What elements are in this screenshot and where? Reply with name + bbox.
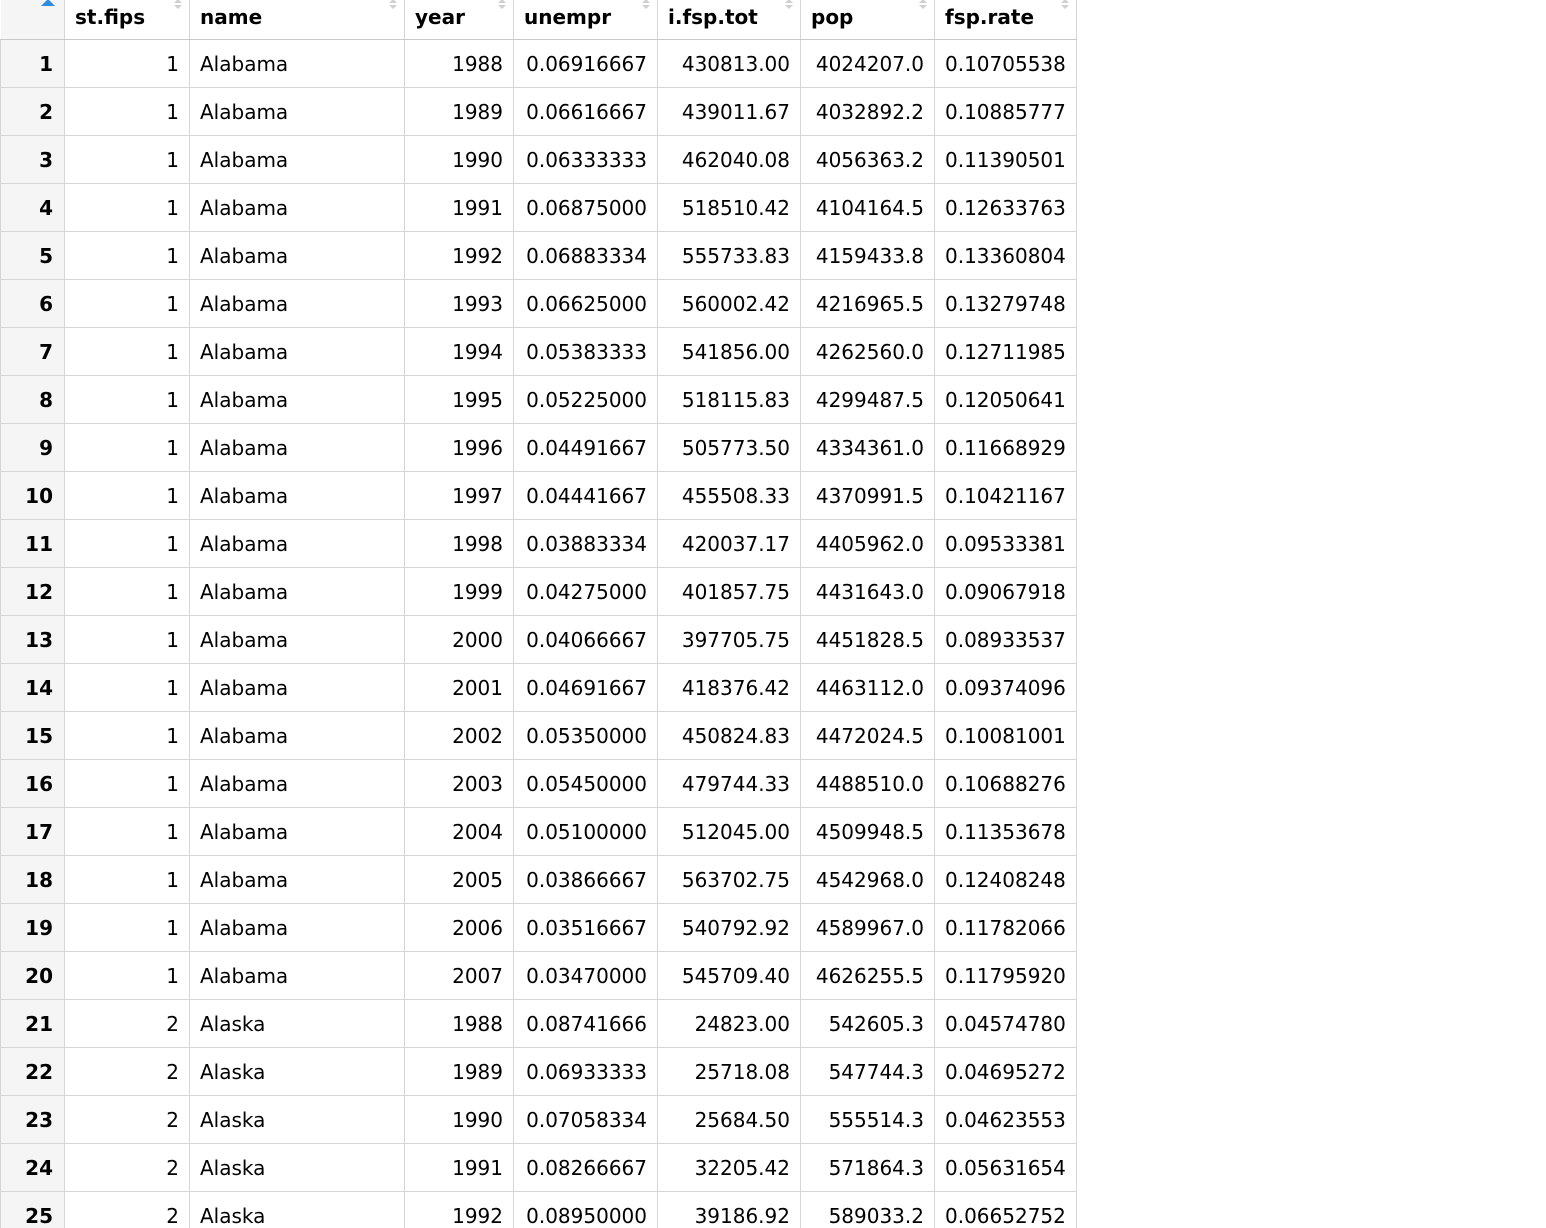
cell-name[interactable]: Alaska [190, 1192, 405, 1228]
cell-unempr[interactable]: 0.05100000 [514, 808, 658, 856]
row-number[interactable]: 15 [1, 712, 65, 760]
cell-unempr[interactable]: 0.08741666 [514, 1000, 658, 1048]
row-number[interactable]: 24 [1, 1144, 65, 1192]
cell-i-fsp-tot[interactable]: 518115.83 [658, 376, 801, 424]
cell-pop[interactable]: 4463112.0 [801, 664, 935, 712]
cell-name[interactable]: Alabama [190, 520, 405, 568]
cell-i-fsp-tot[interactable]: 439011.67 [658, 88, 801, 136]
sort-arrows-icon[interactable] [173, 0, 183, 11]
cell-st-fips[interactable]: 1 [65, 856, 190, 904]
cell-i-fsp-tot[interactable]: 505773.50 [658, 424, 801, 472]
table-row[interactable] [1, 952, 1077, 1000]
cell-pop[interactable]: 571864.3 [801, 1144, 935, 1192]
row-number[interactable]: 16 [1, 760, 65, 808]
cell-name[interactable]: Alabama [190, 616, 405, 664]
cell-name[interactable]: Alabama [190, 328, 405, 376]
cell-st-fips[interactable]: 2 [65, 1144, 190, 1192]
cell-fsp-rate[interactable]: 0.12633763 [935, 184, 1077, 232]
row-names-header[interactable] [1, 0, 65, 40]
cell-fsp-rate[interactable]: 0.08933537 [935, 616, 1077, 664]
cell-name[interactable]: Alabama [190, 952, 405, 1000]
cell-name[interactable]: Alabama [190, 40, 405, 88]
row-number[interactable]: 8 [1, 376, 65, 424]
row-number[interactable]: 5 [1, 232, 65, 280]
cell-pop[interactable]: 4451828.5 [801, 616, 935, 664]
cell-year[interactable]: 2007 [405, 952, 514, 1000]
column-header-label: i.fsp.tot [668, 5, 758, 29]
cell-unempr[interactable]: 0.05450000 [514, 760, 658, 808]
cell-st-fips[interactable]: 1 [65, 808, 190, 856]
cell-st-fips[interactable]: 2 [65, 1096, 190, 1144]
cell-name[interactable]: Alabama [190, 88, 405, 136]
cell-name[interactable]: Alabama [190, 712, 405, 760]
cell-year[interactable]: 1990 [405, 1096, 514, 1144]
row-number[interactable]: 12 [1, 568, 65, 616]
cell-fsp-rate[interactable]: 0.04623553 [935, 1096, 1077, 1144]
cell-year[interactable]: 2005 [405, 856, 514, 904]
cell-fsp-rate[interactable]: 0.10081001 [935, 712, 1077, 760]
cell-name[interactable]: Alabama [190, 568, 405, 616]
sort-arrows-icon[interactable] [784, 0, 794, 11]
cell-fsp-rate[interactable]: 0.04695272 [935, 1048, 1077, 1096]
cell-pop[interactable]: 555514.3 [801, 1096, 935, 1144]
cell-year[interactable]: 1996 [405, 424, 514, 472]
cell-unempr[interactable]: 0.05350000 [514, 712, 658, 760]
table-row[interactable] [1, 1096, 1077, 1144]
cell-st-fips[interactable]: 1 [65, 616, 190, 664]
cell-fsp-rate[interactable]: 0.12408248 [935, 856, 1077, 904]
cell-fsp-rate[interactable]: 0.12050641 [935, 376, 1077, 424]
cell-st-fips[interactable]: 2 [65, 1048, 190, 1096]
column-header-name[interactable] [190, 0, 405, 40]
cell-st-fips[interactable]: 1 [65, 232, 190, 280]
cell-fsp-rate[interactable]: 0.09067918 [935, 568, 1077, 616]
cell-fsp-rate[interactable]: 0.11782066 [935, 904, 1077, 952]
row-number[interactable]: 23 [1, 1096, 65, 1144]
table-row[interactable] [1, 40, 1077, 88]
cell-name[interactable]: Alabama [190, 760, 405, 808]
column-header-fsp-rate[interactable] [935, 0, 1077, 40]
cell-pop[interactable]: 4472024.5 [801, 712, 935, 760]
table-row[interactable] [1, 1048, 1077, 1096]
cell-unempr[interactable]: 0.05225000 [514, 376, 658, 424]
cell-i-fsp-tot[interactable]: 420037.17 [658, 520, 801, 568]
table-row[interactable] [1, 664, 1077, 712]
cell-st-fips[interactable]: 1 [65, 568, 190, 616]
cell-unempr[interactable]: 0.04491667 [514, 424, 658, 472]
column-header-label: name [200, 5, 263, 29]
cell-name[interactable]: Alabama [190, 904, 405, 952]
cell-year[interactable]: 2002 [405, 712, 514, 760]
row-number[interactable]: 4 [1, 184, 65, 232]
cell-year[interactable]: 1994 [405, 328, 514, 376]
cell-year[interactable]: 1992 [405, 232, 514, 280]
cell-i-fsp-tot[interactable]: 397705.75 [658, 616, 801, 664]
cell-year[interactable]: 1989 [405, 88, 514, 136]
sort-arrows-icon[interactable] [497, 0, 507, 11]
table-row[interactable] [1, 376, 1077, 424]
cell-fsp-rate[interactable]: 0.11668929 [935, 424, 1077, 472]
cell-unempr[interactable]: 0.06625000 [514, 280, 658, 328]
cell-name[interactable]: Alaska [190, 1000, 405, 1048]
row-number[interactable]: 1 [1, 40, 65, 88]
cell-pop[interactable]: 547744.3 [801, 1048, 935, 1096]
row-number[interactable]: 14 [1, 664, 65, 712]
cell-name[interactable]: Alabama [190, 376, 405, 424]
cell-st-fips[interactable]: 1 [65, 760, 190, 808]
cell-i-fsp-tot[interactable]: 418376.42 [658, 664, 801, 712]
cell-pop[interactable]: 4262560.0 [801, 328, 935, 376]
cell-name[interactable]: Alabama [190, 136, 405, 184]
cell-unempr[interactable]: 0.03516667 [514, 904, 658, 952]
cell-name[interactable]: Alabama [190, 232, 405, 280]
cell-i-fsp-tot[interactable]: 512045.00 [658, 808, 801, 856]
table-row[interactable] [1, 88, 1077, 136]
cell-i-fsp-tot[interactable]: 25684.50 [658, 1096, 801, 1144]
table-body [1, 40, 1077, 1228]
table-row[interactable] [1, 520, 1077, 568]
cell-year[interactable]: 1988 [405, 40, 514, 88]
cell-name[interactable]: Alabama [190, 856, 405, 904]
cell-pop[interactable]: 4032892.2 [801, 88, 935, 136]
column-header-i-fsp-tot[interactable] [658, 0, 801, 40]
row-number[interactable]: 13 [1, 616, 65, 664]
cell-unempr[interactable]: 0.06616667 [514, 88, 658, 136]
cell-name[interactable]: Alabama [190, 184, 405, 232]
cell-pop[interactable]: 4626255.5 [801, 952, 935, 1000]
cell-year[interactable]: 2004 [405, 808, 514, 856]
cell-st-fips[interactable]: 1 [65, 712, 190, 760]
column-header-label: year [415, 5, 465, 29]
cell-fsp-rate[interactable]: 0.11390501 [935, 136, 1077, 184]
row-number[interactable]: 2 [1, 88, 65, 136]
row-number[interactable]: 17 [1, 808, 65, 856]
row-number[interactable]: 18 [1, 856, 65, 904]
cell-name[interactable]: Alaska [190, 1096, 405, 1144]
table-row[interactable] [1, 424, 1077, 472]
cell-fsp-rate[interactable]: 0.13279748 [935, 280, 1077, 328]
cell-pop[interactable]: 4542968.0 [801, 856, 935, 904]
cell-unempr[interactable]: 0.08266667 [514, 1144, 658, 1192]
cell-fsp-rate[interactable]: 0.13360804 [935, 232, 1077, 280]
cell-name[interactable]: Alabama [190, 280, 405, 328]
cell-name[interactable]: Alabama [190, 424, 405, 472]
cell-year[interactable]: 1991 [405, 184, 514, 232]
cell-pop[interactable]: 4488510.0 [801, 760, 935, 808]
table-row[interactable] [1, 1192, 1077, 1228]
cell-st-fips[interactable]: 1 [65, 520, 190, 568]
column-header-pop[interactable] [801, 0, 935, 40]
cell-st-fips[interactable]: 2 [65, 1000, 190, 1048]
sort-arrows-icon[interactable] [918, 0, 928, 11]
table-row[interactable] [1, 184, 1077, 232]
table-row[interactable] [1, 280, 1077, 328]
cell-st-fips[interactable]: 1 [65, 40, 190, 88]
cell-i-fsp-tot[interactable]: 25718.08 [658, 1048, 801, 1096]
table-row[interactable] [1, 136, 1077, 184]
cell-unempr[interactable]: 0.06333333 [514, 136, 658, 184]
cell-unempr[interactable]: 0.05383333 [514, 328, 658, 376]
cell-st-fips[interactable]: 1 [65, 376, 190, 424]
cell-pop[interactable]: 4056363.2 [801, 136, 935, 184]
table-row[interactable] [1, 1144, 1077, 1192]
table-row[interactable] [1, 808, 1077, 856]
cell-pop[interactable]: 4216965.5 [801, 280, 935, 328]
table-row[interactable] [1, 712, 1077, 760]
cell-year[interactable]: 2000 [405, 616, 514, 664]
cell-unempr[interactable]: 0.06875000 [514, 184, 658, 232]
sort-arrows-icon[interactable] [641, 0, 651, 11]
cell-pop[interactable]: 4159433.8 [801, 232, 935, 280]
table-row[interactable] [1, 472, 1077, 520]
cell-pop[interactable]: 4370991.5 [801, 472, 935, 520]
cell-fsp-rate[interactable]: 0.09374096 [935, 664, 1077, 712]
row-number[interactable]: 11 [1, 520, 65, 568]
cell-i-fsp-tot[interactable]: 540792.92 [658, 904, 801, 952]
cell-unempr[interactable]: 0.04691667 [514, 664, 658, 712]
table-row[interactable] [1, 904, 1077, 952]
cell-pop[interactable]: 4024207.0 [801, 40, 935, 88]
table-row[interactable] [1, 616, 1077, 664]
table-row[interactable] [1, 1000, 1077, 1048]
table-row[interactable] [1, 328, 1077, 376]
cell-pop[interactable]: 542605.3 [801, 1000, 935, 1048]
row-number[interactable]: 3 [1, 136, 65, 184]
cell-unempr[interactable]: 0.04441667 [514, 472, 658, 520]
cell-fsp-rate[interactable]: 0.05631654 [935, 1144, 1077, 1192]
cell-unempr[interactable]: 0.04275000 [514, 568, 658, 616]
column-header-label: pop [811, 5, 854, 29]
cell-i-fsp-tot[interactable]: 541856.00 [658, 328, 801, 376]
cell-unempr[interactable]: 0.03883334 [514, 520, 658, 568]
cell-st-fips[interactable]: 1 [65, 472, 190, 520]
cell-fsp-rate[interactable]: 0.12711985 [935, 328, 1077, 376]
cell-unempr[interactable]: 0.08950000 [514, 1192, 658, 1228]
table-row[interactable] [1, 232, 1077, 280]
cell-st-fips[interactable]: 2 [65, 1192, 190, 1228]
cell-st-fips[interactable]: 1 [65, 184, 190, 232]
cell-name[interactable]: Alabama [190, 472, 405, 520]
cell-year[interactable]: 1990 [405, 136, 514, 184]
row-number[interactable]: 22 [1, 1048, 65, 1096]
sort-arrows-icon[interactable] [1060, 0, 1070, 11]
cell-pop[interactable]: 4299487.5 [801, 376, 935, 424]
cell-st-fips[interactable]: 1 [65, 136, 190, 184]
cell-name[interactable]: Alabama [190, 664, 405, 712]
cell-pop[interactable]: 4334361.0 [801, 424, 935, 472]
cell-fsp-rate[interactable]: 0.04574780 [935, 1000, 1077, 1048]
cell-unempr[interactable]: 0.07058334 [514, 1096, 658, 1144]
cell-st-fips[interactable]: 1 [65, 424, 190, 472]
cell-st-fips[interactable]: 1 [65, 328, 190, 376]
cell-i-fsp-tot[interactable]: 430813.00 [658, 40, 801, 88]
cell-year[interactable]: 1992 [405, 1192, 514, 1228]
row-number[interactable]: 7 [1, 328, 65, 376]
cell-i-fsp-tot[interactable]: 39186.92 [658, 1192, 801, 1228]
cell-i-fsp-tot[interactable]: 560002.42 [658, 280, 801, 328]
row-number[interactable]: 9 [1, 424, 65, 472]
cell-unempr[interactable]: 0.06883334 [514, 232, 658, 280]
cell-fsp-rate[interactable]: 0.10688276 [935, 760, 1077, 808]
cell-i-fsp-tot[interactable]: 450824.83 [658, 712, 801, 760]
cell-pop[interactable]: 4104164.5 [801, 184, 935, 232]
cell-year[interactable]: 1993 [405, 280, 514, 328]
cell-fsp-rate[interactable]: 0.10705538 [935, 40, 1077, 88]
cell-year[interactable]: 2001 [405, 664, 514, 712]
cell-i-fsp-tot[interactable]: 24823.00 [658, 1000, 801, 1048]
cell-i-fsp-tot[interactable]: 555733.83 [658, 232, 801, 280]
row-number[interactable]: 25 [1, 1192, 65, 1228]
column-header-label: fsp.rate [945, 5, 1035, 29]
cell-i-fsp-tot[interactable]: 455508.33 [658, 472, 801, 520]
sort-arrows-icon[interactable] [388, 0, 398, 11]
row-number[interactable]: 19 [1, 904, 65, 952]
cell-pop[interactable]: 4405962.0 [801, 520, 935, 568]
cell-pop[interactable]: 4509948.5 [801, 808, 935, 856]
cell-pop[interactable]: 589033.2 [801, 1192, 935, 1228]
column-header-st-fips[interactable] [65, 0, 190, 40]
table-row[interactable] [1, 856, 1077, 904]
row-number[interactable]: 6 [1, 280, 65, 328]
header-row [1, 0, 1077, 40]
cell-year[interactable]: 2003 [405, 760, 514, 808]
row-number[interactable]: 20 [1, 952, 65, 1000]
cell-year[interactable]: 1997 [405, 472, 514, 520]
table-row[interactable] [1, 568, 1077, 616]
cell-fsp-rate[interactable]: 0.10421167 [935, 472, 1077, 520]
row-number[interactable]: 21 [1, 1000, 65, 1048]
cell-fsp-rate[interactable]: 0.11353678 [935, 808, 1077, 856]
cell-name[interactable]: Alaska [190, 1144, 405, 1192]
cell-st-fips[interactable]: 1 [65, 280, 190, 328]
column-header-label: st.fips [75, 5, 146, 29]
cell-i-fsp-tot[interactable]: 563702.75 [658, 856, 801, 904]
column-header-unempr[interactable] [514, 0, 658, 40]
cell-i-fsp-tot[interactable]: 462040.08 [658, 136, 801, 184]
cell-year[interactable]: 1999 [405, 568, 514, 616]
cell-st-fips[interactable]: 1 [65, 952, 190, 1000]
cell-year[interactable]: 1998 [405, 520, 514, 568]
cell-unempr[interactable]: 0.03866667 [514, 856, 658, 904]
cell-name[interactable]: Alabama [190, 808, 405, 856]
cell-year[interactable]: 1989 [405, 1048, 514, 1096]
cell-name[interactable]: Alaska [190, 1048, 405, 1096]
cell-i-fsp-tot[interactable]: 32205.42 [658, 1144, 801, 1192]
cell-fsp-rate[interactable]: 0.06652752 [935, 1192, 1077, 1228]
cell-fsp-rate[interactable]: 0.11795920 [935, 952, 1077, 1000]
cell-st-fips[interactable]: 1 [65, 664, 190, 712]
cell-unempr[interactable]: 0.06916667 [514, 40, 658, 88]
table-row[interactable] [1, 760, 1077, 808]
cell-i-fsp-tot[interactable]: 401857.75 [658, 568, 801, 616]
cell-pop[interactable]: 4589967.0 [801, 904, 935, 952]
cell-pop[interactable]: 4431643.0 [801, 568, 935, 616]
cell-i-fsp-tot[interactable]: 518510.42 [658, 184, 801, 232]
cell-i-fsp-tot[interactable]: 479744.33 [658, 760, 801, 808]
cell-year[interactable]: 1995 [405, 376, 514, 424]
cell-fsp-rate[interactable]: 0.09533381 [935, 520, 1077, 568]
cell-st-fips[interactable]: 1 [65, 904, 190, 952]
column-header-label: unempr [524, 5, 612, 29]
cell-unempr[interactable]: 0.06933333 [514, 1048, 658, 1096]
cell-st-fips[interactable]: 1 [65, 88, 190, 136]
cell-fsp-rate[interactable]: 0.10885777 [935, 88, 1077, 136]
cell-year[interactable]: 1988 [405, 1000, 514, 1048]
row-number[interactable]: 10 [1, 472, 65, 520]
cell-unempr[interactable]: 0.04066667 [514, 616, 658, 664]
cell-unempr[interactable]: 0.03470000 [514, 952, 658, 1000]
column-header-year[interactable] [405, 0, 514, 40]
sort-ascending-icon [41, 0, 55, 6]
cell-year[interactable]: 1991 [405, 1144, 514, 1192]
cell-year[interactable]: 2006 [405, 904, 514, 952]
cell-i-fsp-tot[interactable]: 545709.40 [658, 952, 801, 1000]
